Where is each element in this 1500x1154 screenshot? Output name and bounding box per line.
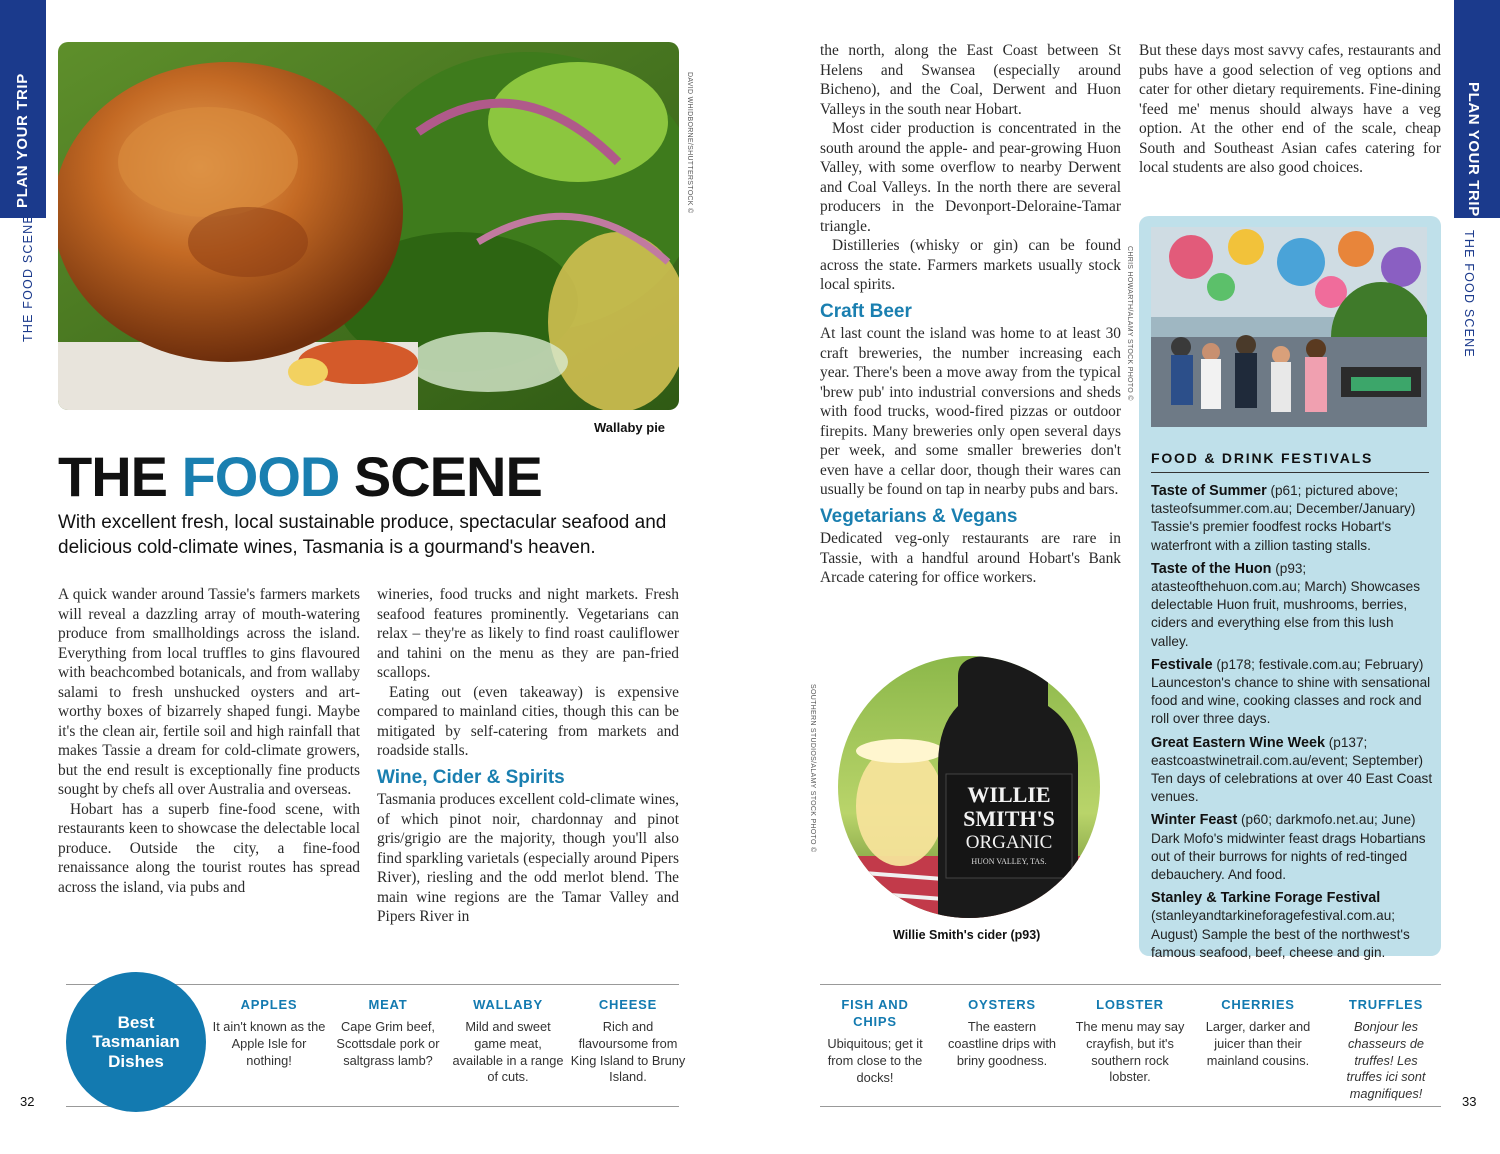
festival-name: Great Eastern Wine Week bbox=[1151, 734, 1325, 751]
pie-photo-credit: DAVID WHIDBORNE/SHUTTERSTOCK © bbox=[686, 72, 693, 214]
page-number-right: 33 bbox=[1462, 1094, 1477, 1109]
paragraph: Tasmania produces excellent cold-climate wines, of which pinot noir, chardonnay and pinot gris/grigio are the majority, though you'll also find sparkling varietals (especially around Pipers River), riesling and the odd merlot blend. The main wine regions are the Tamar Valley and Pipers River in bbox=[377, 791, 679, 925]
dish-description: Bonjour les chasseurs de truffes! Les truffes ici sont magnifiques! bbox=[1346, 1019, 1426, 1102]
wallaby-pie-photo bbox=[58, 42, 679, 410]
page-number-left: 32 bbox=[20, 1094, 35, 1109]
dish-description: Cape Grim beef, Scottsdale pork or saltgrass lamb? bbox=[336, 1019, 440, 1068]
festival-name: Winter Feast bbox=[1151, 812, 1238, 829]
bottle-label-line: SMITH'S bbox=[963, 806, 1055, 831]
festival-name: Festivale bbox=[1151, 656, 1213, 673]
dish-name: WALLABY bbox=[473, 997, 543, 1012]
body-column-2 bbox=[377, 585, 679, 927]
best-dishes-badge: Best Tasmanian Dishes bbox=[66, 972, 206, 1112]
paragraph: Most cider production is concentrated in the south around the apple- and pear-growing Huon Valley, with some overflow to nearby Derwent and Coal Valleys. In the north there are several producers in the Devonport-Deloraine-Tamar triangle. bbox=[820, 120, 1121, 235]
dish-name: CHERRIES bbox=[1221, 997, 1295, 1012]
dish-item bbox=[816, 996, 934, 1086]
dish-name: MEAT bbox=[368, 997, 408, 1012]
festival-photo bbox=[1151, 227, 1427, 427]
heading-vegetarians: Vegetarians & Vegans bbox=[820, 505, 1018, 527]
best-dishes-bottom-rule bbox=[820, 1106, 1441, 1107]
dish-description: Mild and sweet game meat, available in a range of cuts. bbox=[452, 1019, 564, 1085]
dish-name: APPLES bbox=[240, 997, 298, 1012]
body-column-1 bbox=[58, 585, 360, 897]
festivals-divider bbox=[1151, 472, 1429, 473]
festival-name: Taste of Summer bbox=[1151, 483, 1267, 499]
festival-name: Taste of the Huon bbox=[1151, 560, 1272, 577]
festival-item bbox=[1151, 656, 1433, 729]
cider-photo-caption: Willie Smith's cider (p93) bbox=[893, 928, 1041, 942]
paragraph: the north, along the East Coast between St Helens and Swansea (especially around Bicheno), and the Coal, Derwent and Huon Valleys in the south near Hobart. bbox=[820, 42, 1121, 118]
left-section-label: PLAN YOUR TRIP bbox=[14, 73, 31, 208]
paragraph: wineries, food trucks and night markets. Fresh seafood features prominently. Vegetarians can relax – they're as likely to find roast cauliflower and tahini on the menu as they are pan-fried scallops. bbox=[377, 586, 679, 681]
cider-photo-credit: SOUTHERN STUDIOS/ALAMY STOCK PHOTO © bbox=[809, 684, 816, 853]
dish-name: FISH AND CHIPS bbox=[841, 997, 909, 1029]
dish-description: Larger, darker and juicer than their mainland cousins. bbox=[1205, 1019, 1311, 1068]
paragraph: Hobart has a superb fine-food scene, with restaurants keen to showcase the delectable local produce. Outside the city, a fine-food renaissance along the tourist routes has spread across the island, via pubs and bbox=[58, 800, 360, 896]
dish-name: LOBSTER bbox=[1096, 997, 1164, 1012]
dish-name: CHEESE bbox=[598, 997, 658, 1012]
dish-description: Rich and flavoursome from King Island to Bruny Island. bbox=[570, 1019, 686, 1085]
festival-name: Stanley & Tarkine Forage Festival bbox=[1151, 890, 1381, 907]
bottle-label-line: WILLIE bbox=[967, 782, 1051, 807]
festival-item bbox=[1151, 482, 1433, 555]
dish-item bbox=[570, 996, 686, 1086]
best-dishes-top-rule bbox=[820, 984, 1441, 985]
body-column-4 bbox=[1139, 41, 1441, 178]
right-section-label: PLAN YOUR TRIP bbox=[1465, 82, 1482, 217]
page-title: THE FOOD SCENE bbox=[58, 445, 542, 508]
heading-craft-beer: Craft Beer bbox=[820, 300, 912, 322]
paragraph: Dedicated veg-only restaurants are rare in Tassie, with a handful around Hobart's Bank Arcade catering for office workers. bbox=[820, 530, 1121, 586]
paragraph: A quick wander around Tassie's farmers markets will reveal a dazzling array of mouth-watering produce from smallholdings across the island. Everything from local truffles to gins flavoured with beachcombed botanicals, and from wallaby salami to fresh unshucked oysters and art-worthy boxes of bizarrely shaped fungi. Maybe it's the clean air, fertile soil and high rainfall that makes Tassie a dream for cold-climate growers, but the end result is exceptionally fine products sought by chefs all over Australia and overseas. bbox=[58, 586, 360, 798]
cider-photo bbox=[838, 656, 1100, 918]
paragraph: Distilleries (whisky or gin) can be found across the state. Farmers markets usually stock local spirits. bbox=[820, 237, 1121, 293]
standfirst: With excellent fresh, local sustainable produce, spectacular seafood and delicious cold-climate wines, Tasmania is a gourmand's heaven. bbox=[58, 512, 667, 558]
heading-wine: Wine, Cider & Spirits bbox=[377, 766, 565, 788]
dish-description: Ubiquitous; get it from close to the docks! bbox=[827, 1036, 923, 1085]
festivals-title: FOOD & DRINK FESTIVALS bbox=[1151, 450, 1374, 466]
left-subsection-label: THE FOOD SCENE bbox=[21, 214, 35, 342]
festival-photo-credit: CHRIS HOWARTH/ALAMY STOCK PHOTO © bbox=[1126, 246, 1133, 401]
bottle-label-line: HUON VALLEY, TAS. bbox=[971, 857, 1047, 866]
festival-details: (p61; pictured above; tasteofsummer.com.au; December/January) Tassie's premier foodfest rocks Hobart's waterfront with a zillion tasting stalls. bbox=[1151, 483, 1416, 553]
dish-description: It ain't known as the Apple Isle for nothing! bbox=[212, 1019, 326, 1068]
festivals-list bbox=[1151, 482, 1433, 967]
pie-photo-caption: Wallaby pie bbox=[594, 420, 666, 435]
body-column-3 bbox=[820, 41, 1121, 588]
festival-item bbox=[1151, 811, 1433, 884]
dish-name: TRUFFLES bbox=[1348, 997, 1424, 1012]
festival-details: (stanleyandtarkineforagefestival.com.au; August) Sample the best of the northwest's famous seafood, beef, cheese and gin. bbox=[1151, 908, 1410, 960]
festival-item bbox=[1151, 889, 1433, 962]
bottle-label-line: ORGANIC bbox=[965, 832, 1053, 853]
paragraph: Eating out (even takeaway) is expensive compared to mainland cities, though this can be mitigated by self-catering from markets and roadside stalls. bbox=[377, 683, 679, 759]
dish-description: The eastern coastline drips with briny goodness. bbox=[947, 1019, 1057, 1068]
paragraph: But these days most savvy cafes, restaurants and pubs have a good selection of veg options and cater for other dietary requirements. Fine-dining 'feed me' menus should always have a veg option. At the other end of the scale, cheap South and Southeast Asian cafes catering for local students are also good choices. bbox=[1139, 42, 1441, 176]
dish-item bbox=[1072, 996, 1188, 1086]
dish-item bbox=[944, 996, 1060, 1069]
dish-name: OYSTERS bbox=[968, 997, 1036, 1012]
right-subsection-label: THE FOOD SCENE bbox=[1462, 230, 1476, 358]
dish-item bbox=[1336, 996, 1436, 1103]
festival-details: (p137; eastcoastwinetrail.com.au/event; September) Ten days of celebrations at over 40 East Coast venues. bbox=[1151, 734, 1433, 805]
festival-details: (p60; darkmofo.net.au; June) Dark Mofo's midwinter feast drags Hobartians out of their burrows for nights of red-tinged debauchery. And food. bbox=[1151, 812, 1426, 883]
festival-item bbox=[1151, 560, 1433, 651]
dish-item bbox=[330, 996, 446, 1069]
festival-details: (p178; festivale.com.au; February) Launceston's chance to shine with sensational food and wine, cooking classes and rock and roll over three days. bbox=[1151, 656, 1431, 727]
dish-item bbox=[450, 996, 566, 1086]
dish-item bbox=[211, 996, 327, 1069]
paragraph: At last count the island was home to at least 30 craft breweries, the number increasing each year. There's been a move away from the typical 'brew pub' into industrial conversions and sheds with food trucks, wood-fired pizzas or outdoor firepits. Many breweries only open several days per week, and some smaller breweries don't even have a cellar door, though their wares can usually be found on tap in nearby pubs and bars. bbox=[820, 325, 1121, 498]
festival-details: (p93; atasteofthehuon.com.au; March) Showcases delectable Huon fruit, mushrooms, berries, ciders and everything else from this lush valley. bbox=[1151, 560, 1421, 649]
dish-description: The menu may say crayfish, but it's southern rock lobster. bbox=[1075, 1019, 1185, 1085]
festival-item bbox=[1151, 734, 1433, 807]
dish-item bbox=[1200, 996, 1316, 1069]
